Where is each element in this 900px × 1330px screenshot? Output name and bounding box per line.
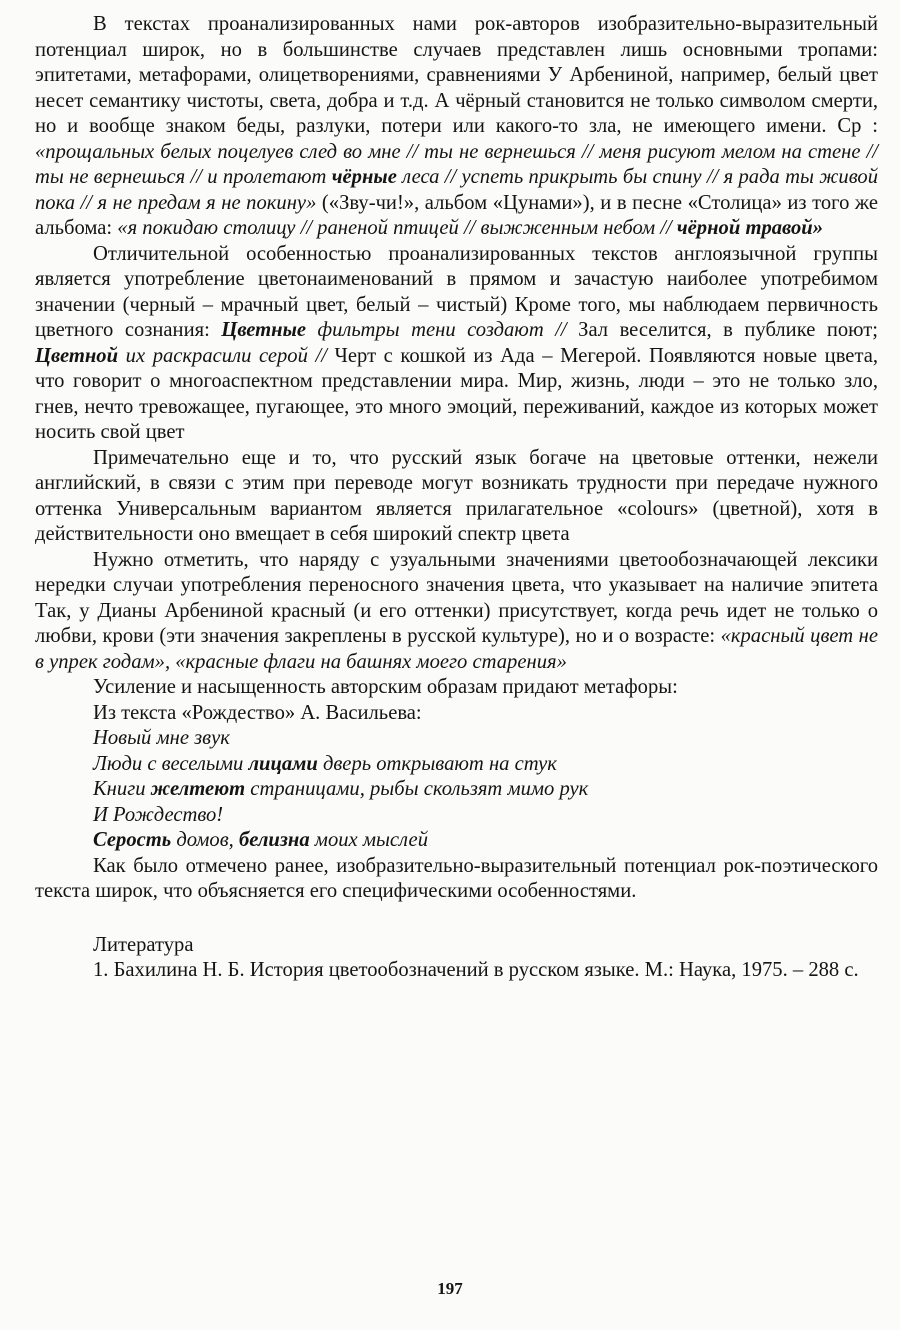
italic-text: их раскрасили серой // [118, 344, 327, 367]
verse-line [35, 726, 878, 752]
verse-line [35, 803, 878, 829]
text-run: Зал веселится, в публике поют; [566, 319, 878, 341]
text-run: В текстах проанализированных нами рок-авторов изобразительно-выразительный потенциал широк, но в большинстве случаев представлен лишь основными тропами: эпитетами, метафорами, олицетворениями, сравнениями У Арбениной, например, белый цвет несет семантику чистоты, света, добра и т.д. А чёрный становится не только символом смерти, но и вообще знаком беды, разлуки, потери или какого-то зла, не имеющего имени. Ср : [35, 13, 878, 137]
reference-item: 1. Бахилина Н. Б. История цветообозначений в русском языке. М.: Наука, 1975. – 288 с. [93, 959, 859, 981]
bold-italic-text: желтеют [150, 778, 246, 800]
text-run: Примечательно еще и то, что русский язык богаче на цветовые оттенки, нежели английский, в связи с этим при переводе могут возникать трудности при передаче нужного оттенка Универсальным вариантом является прилагательное «colours» (цветной), хотя в действительности оно вмещает в себя широкий спектр цвета [35, 446, 878, 545]
paragraph [35, 548, 878, 676]
text-run: Черт с кошкой из Ада – Мегерой. Появляются новые цвета, что говорит о многоаспектном представлении мира. Мир, жизнь, люди – это не только зло, гнев, нечто тревожащее, пугающее, это много эмоций, переживаний, каждое из которых может носить свой цвет [35, 344, 878, 443]
bold-italic-text: чёрной травой» [676, 217, 824, 239]
page-number: 197 [437, 1279, 463, 1298]
paragraph [35, 446, 878, 548]
italic-text: леса // успеть прикрыть бы спину // я рада ты живой пока // я не предам я не покину» [35, 166, 878, 214]
text-run: («Зву-чи!», альбом «Цунами»), и в песне «Столица» из того же альбома: [35, 191, 879, 239]
references-heading: Литература [93, 933, 194, 956]
conclusion-paragraph: Как было отмечено ранее, изобразительно-выразительный потенциал рок-поэтического текста широк, что объясняется его специфическими особенностями. [35, 854, 878, 902]
lead-line: Усиление и насыщенность авторским образам придают метафоры: [93, 676, 678, 698]
italic-text: дверь открывают на стук [317, 752, 557, 775]
italic-text: моих мыслей [309, 829, 428, 851]
italic-text: «красный цвет не в упрек годам», «красные флаги на башнях моего старения» [35, 625, 878, 673]
spacer [35, 905, 878, 933]
italic-text: Новый мне звук [93, 727, 230, 749]
paragraph [35, 12, 878, 242]
italic-text: домов, [171, 829, 239, 851]
italic-text: «я покидаю столицу // раненой птицей // выжженным небом // [117, 217, 677, 239]
bold-italic-text: лицами [248, 752, 318, 775]
bold-italic-text: Цветной [35, 344, 119, 367]
lead-line: Из текста «Рождество» А. Васильева: [93, 701, 422, 724]
text-run: Отличительной особенностью проанализированных текстов англоязычной группы является употребление цветонаименований в прямом и зачастую наиболее употребимом значении (черный – мрачный цвет, белый – чистый) Кроме того, мы наблюдаем первичность цветного сознания: [35, 242, 878, 341]
paragraph [35, 242, 878, 446]
verse-quote [35, 726, 878, 854]
text-run: Нужно отметить, что наряду с узуальными значениями цветообозначающей лексики нередки случаи употребления переносного значения цвета, что указывает на наличие эпитета Так, у Дианы Арбениной красный (и его оттенки) присутствует, когда речь идет не только о любви, крови (эти значения закреплены в русской культуре), но и о возрасте: [35, 548, 878, 647]
bold-italic-text: чёрные [331, 166, 397, 188]
bold-italic-text: Цветные [221, 319, 307, 341]
verse-line [35, 777, 878, 803]
body-text [35, 12, 878, 905]
bold-italic-text: Серость [93, 829, 172, 851]
italic-text: фильтры тени создают // [306, 319, 567, 341]
bold-italic-text: белизна [238, 829, 310, 851]
italic-text: Люди с веселыми [93, 752, 249, 775]
references-section [35, 933, 878, 984]
verse-line [35, 828, 878, 854]
italic-text: Книги [93, 778, 151, 800]
italic-text: «прощальных белых поцелуев след во мне // ты не вернешься // меня рисуют мелом на стене // ты не вернешься // и пролетают [35, 140, 878, 188]
verse-line [35, 752, 878, 778]
italic-text: И Рождество! [93, 803, 224, 826]
italic-text: страницами, рыбы скользят мимо рук [245, 778, 589, 800]
